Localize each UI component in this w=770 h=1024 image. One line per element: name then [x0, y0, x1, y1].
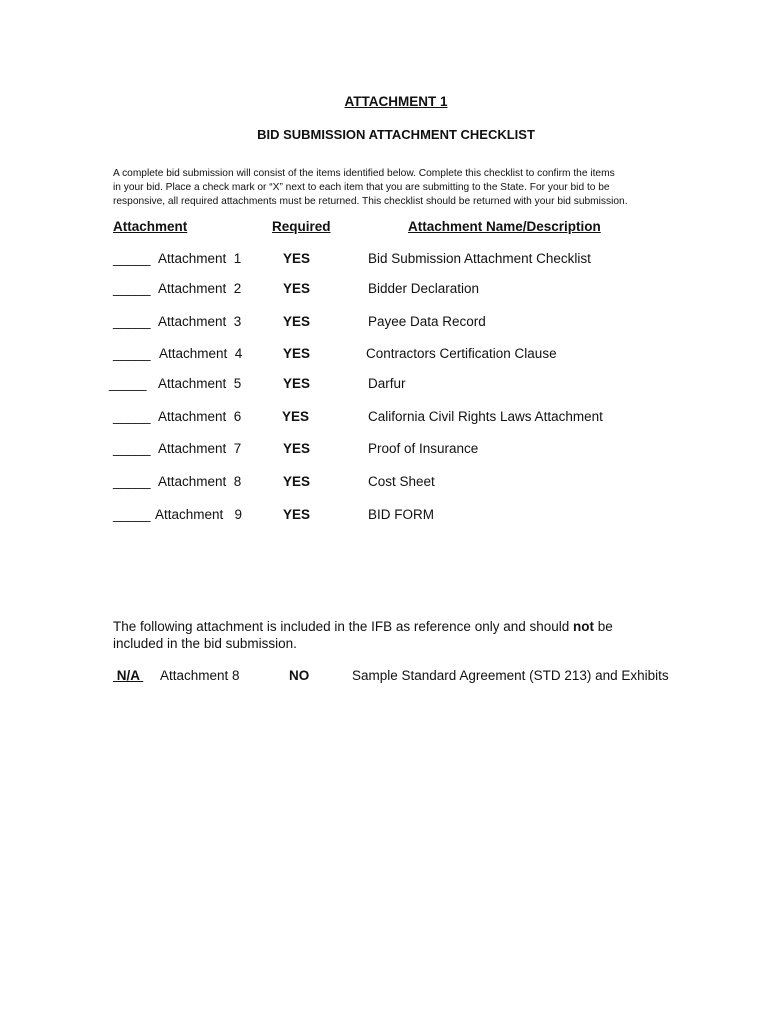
attachment-label: Attachment 7: [158, 441, 242, 456]
required-value: YES: [282, 409, 310, 424]
attachment-name: BID FORM: [368, 507, 434, 522]
checkbox-blank[interactable]: _____: [113, 409, 151, 424]
checklist-subtitle: BID SUBMISSION ATTACHMENT CHECKLIST: [257, 127, 535, 142]
intro-line: in your bid. Place a check mark or “X” next to each item that you are submitting to the State. For your bid to be: [113, 182, 610, 193]
attachment-name: Proof of Insurance: [368, 441, 479, 456]
attachment-name: Bidder Declaration: [368, 281, 480, 296]
attachment-name: Payee Data Record: [368, 314, 486, 329]
attachment-name: Cost Sheet: [368, 474, 435, 489]
checkbox-blank[interactable]: _____: [109, 376, 147, 391]
checkbox-blank[interactable]: _____: [113, 346, 151, 361]
required-value: YES: [283, 346, 311, 361]
document-title: ATTACHMENT 1: [344, 94, 448, 109]
attachment-label: Attachment 3: [158, 314, 242, 329]
attachment-label: Attachment 4: [159, 346, 243, 361]
attachment-label: Attachment 9: [155, 507, 243, 522]
required-value: YES: [283, 314, 311, 329]
na-blank: N/A: [113, 668, 144, 683]
attachment-name: Sample Standard Agreement (STD 213) and Exhibits: [352, 668, 669, 683]
note-emphasis: not: [573, 619, 595, 634]
reference-note: [113, 618, 653, 652]
attachment-name: Contractors Certification Clause: [366, 346, 557, 361]
column-header-required: Required: [272, 219, 331, 234]
attachment-name: California Civil Rights Laws Attachment: [368, 409, 603, 424]
attachment-label: Attachment 2: [158, 281, 242, 296]
intro-paragraph: [113, 167, 688, 209]
attachment-label: Attachment 5: [158, 376, 242, 391]
required-value: YES: [283, 441, 311, 456]
column-header-attachment: Attachment: [113, 219, 188, 234]
checkbox-blank[interactable]: _____: [113, 314, 151, 329]
intro-line: responsive, all required attachments must be returned. This checklist should be returned with your bid submission.: [113, 196, 628, 207]
attachment-label: Attachment 6: [158, 409, 242, 424]
checkbox-blank[interactable]: _____: [113, 281, 151, 296]
column-header-name: Attachment Name/Description: [408, 219, 601, 234]
attachment-name: Bid Submission Attachment Checklist: [368, 251, 591, 266]
attachment-label: Attachment 8: [158, 474, 242, 489]
note-text-before: The following attachment is included in the IFB as reference only and should: [113, 619, 574, 634]
checkbox-blank[interactable]: _____: [113, 507, 151, 522]
required-value: YES: [283, 281, 311, 296]
checkbox-blank[interactable]: _____: [113, 441, 151, 456]
checkbox-blank[interactable]: _____: [113, 251, 151, 266]
required-value: YES: [283, 251, 311, 266]
required-value: NO: [289, 668, 310, 683]
required-value: YES: [283, 507, 311, 522]
intro-line: A complete bid submission will consist of the items identified below. Complete this checklist to confirm the items: [113, 168, 615, 179]
checkbox-blank[interactable]: _____: [113, 474, 151, 489]
required-value: YES: [283, 376, 311, 391]
attachment-label: Attachment 1: [158, 251, 242, 266]
note-text-after: be included in the bid submission.: [113, 619, 613, 651]
required-value: YES: [283, 474, 311, 489]
attachment-label: Attachment 8: [160, 668, 240, 683]
attachment-name: Darfur: [368, 376, 406, 391]
